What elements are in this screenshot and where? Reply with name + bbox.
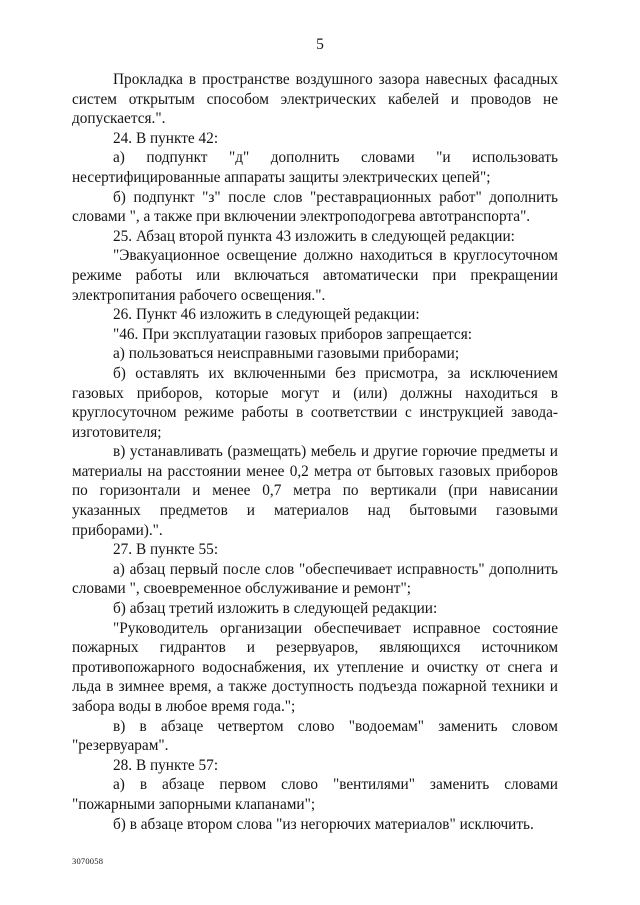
paragraph-item-27-a: а) абзац первый после слов "обеспечивает исправность" дополнить словами ", своевременное обслуживание и ремонт";: [72, 560, 558, 598]
paragraph-item-46-intro: "46. При эксплуатации газовых приборов запрещается:: [113, 325, 472, 343]
paragraph-item-28-a: а) в абзаце первом слово "вентилями" заменить словами "пожарными запорными клапанами";: [72, 776, 558, 813]
paragraph-item-46-a: а) пользоваться неисправными газовыми приборами;: [113, 345, 460, 363]
paragraph-item-24: 24. В пункте 42:: [113, 129, 219, 147]
paragraph-item-27-b: б) абзац третий изложить в следующей редакции:: [113, 600, 438, 618]
paragraph-item-27: 27. В пункте 55:: [113, 541, 219, 559]
document-code: 3070058: [72, 856, 104, 866]
paragraph-evacuation-lighting: "Эвакуационное освещение должно находиться в круглосуточном режиме работы или включаться автоматически при прекращении электропитания рабочего освещения.".: [72, 247, 558, 304]
paragraph-item-27-v: в) в абзаце четвертом слово "водоемам" заменить словом "резервуарам".: [72, 717, 558, 755]
paragraph-fasade-cables: Прокладка в пространстве воздушного зазора навесных фасадных систем открытым способом электрических кабелей и проводов не допускается.".: [72, 71, 558, 128]
paragraph-item-46-b: б) оставлять их включенными без присмотра, за исключением газовых приборов, которые могут и (или) должны находиться в круглосуточном режиме работы в соответствии с инструкцией завода-изготовителя;: [72, 364, 558, 441]
paragraph-item-24-a: а) подпункт "д" дополнить словами "и использовать несертифицированные аппараты защиты электрических цепей";: [72, 149, 558, 186]
page-number: 5: [316, 36, 324, 53]
paragraph-hydrants: "Руководитель организации обеспечивает исправное состояние пожарных гидрантов и резервуаров, являющихся источником противопожарного водоснабжения, их утепление и очистку от снега и льда в зимнее время, а также доступность подъезда пожарной техники и забора воды в любое время года.";: [72, 619, 558, 715]
paragraph-item-24-b: б) подпункт "з" после слов "реставрационных работ" дополнить словами ", а также при включении электроподогрева автотранспорта".: [72, 188, 558, 226]
paragraph-item-28-b: б) в абзаце втором слова "из негорючих материалов" исключить.: [113, 815, 534, 833]
paragraph-item-28: 28. В пункте 57:: [113, 756, 219, 774]
paragraph-item-26: 26. Пункт 46 изложить в следующей редакции:: [113, 306, 420, 324]
paragraph-item-46-v: в) устанавливать (размещать) мебель и другие горючие предметы и материалы на расстоянии менее 0,2 метра от бытовых газовых приборов по горизонтали и менее 0,7 метра по вертикали (при нависании указанных предметов и материалов над бытовыми газовыми приборами).".: [72, 443, 558, 539]
document-body: [72, 70, 558, 834]
paragraph-item-25: 25. Абзац второй пункта 43 изложить в следующей редакции:: [113, 227, 515, 245]
